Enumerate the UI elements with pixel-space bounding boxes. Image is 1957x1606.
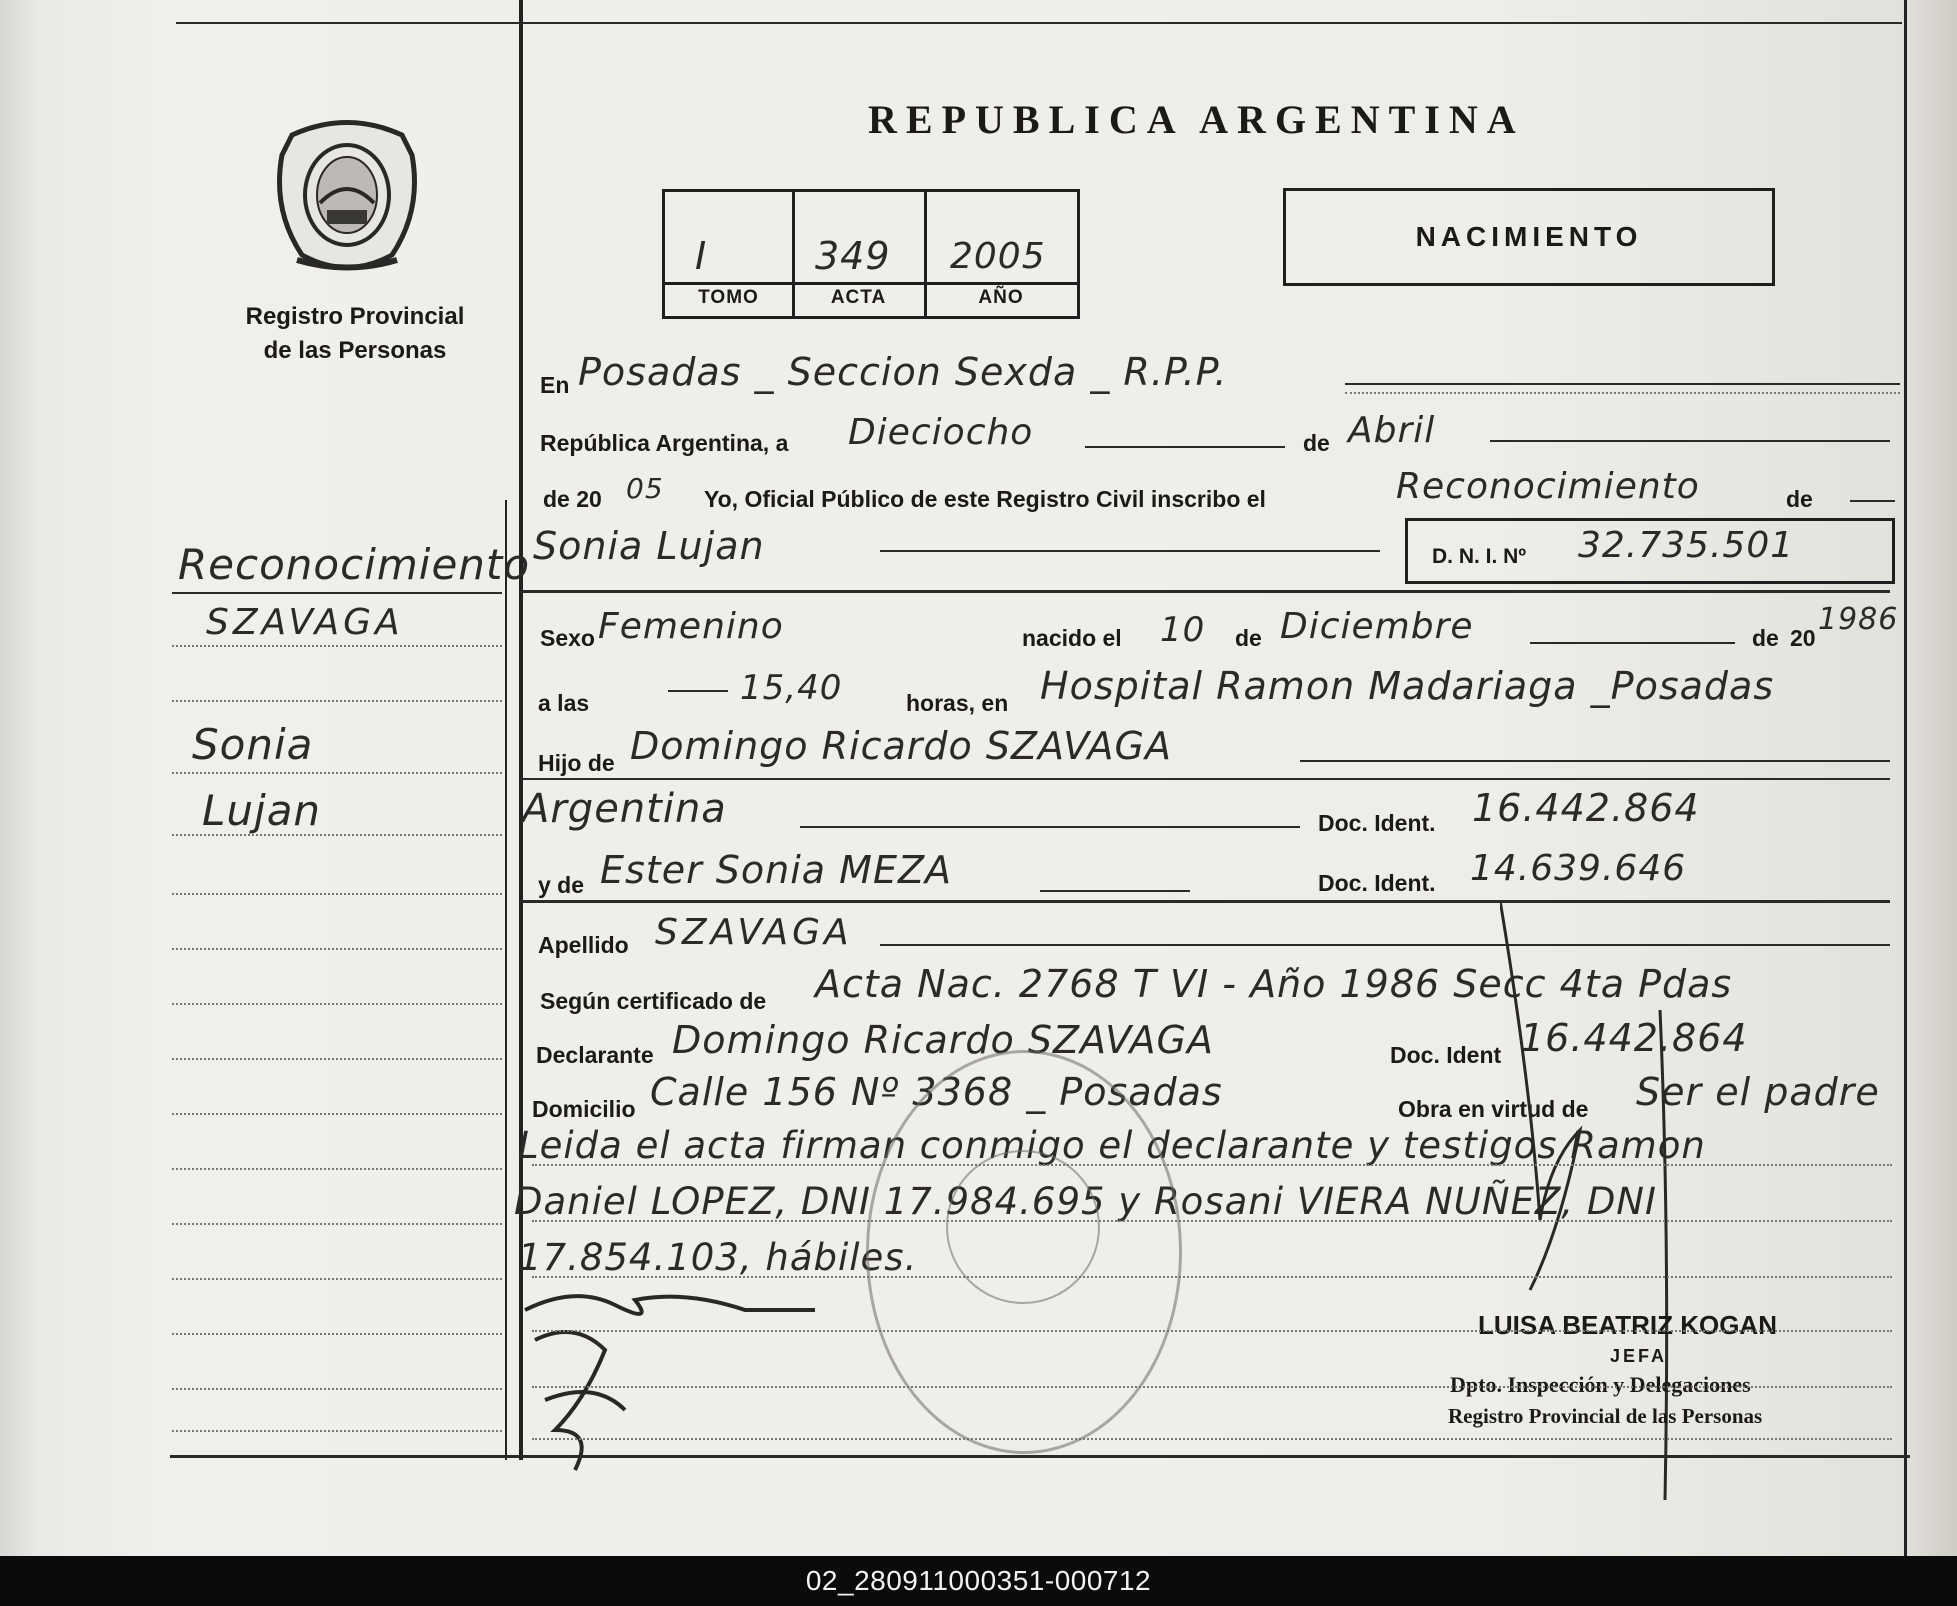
acta-value: 349 — [815, 234, 891, 278]
obs-dotted-line — [532, 1164, 1892, 1166]
margin-dotted-line — [172, 1223, 502, 1225]
label-doc-ident: Doc. Ident. — [1318, 810, 1436, 836]
label-de-nac: de — [1235, 625, 1262, 651]
year-value: 05 — [626, 472, 664, 505]
birth-month-value: Diciembre — [1280, 606, 1474, 647]
record-number-box — [662, 189, 1080, 319]
label-dni: D. N. I. Nº — [1432, 545, 1527, 568]
registry-line-1: Registro Provincial — [245, 303, 465, 330]
father-doc-value: 16.442.864 — [1472, 786, 1700, 830]
margin-dotted-line — [172, 1058, 502, 1060]
dotted-line — [1345, 392, 1900, 394]
anio-label: AÑO — [978, 287, 1024, 308]
fill-line — [1490, 440, 1890, 442]
province-seal-logo — [272, 115, 422, 275]
declarant-name: Domingo Ricardo SZAVAGA — [672, 1018, 1214, 1062]
person-name: Sonia Lujan — [533, 524, 765, 568]
registry-name — [210, 300, 500, 368]
margin-dotted-line — [172, 1168, 502, 1170]
tomo-value: I — [695, 234, 708, 278]
sex-value: Femenino — [598, 606, 784, 647]
fill-line — [880, 550, 1380, 552]
margin-dotted-line — [172, 834, 502, 836]
father-name: Domingo Ricardo SZAVAGA — [630, 724, 1172, 768]
fill-line — [1040, 890, 1190, 892]
footer-bar — [0, 1556, 1957, 1606]
label-a-las: a las — [538, 690, 590, 716]
month-value: Abril — [1348, 410, 1436, 451]
day-value: Dieciocho — [848, 412, 1034, 453]
label-domicilio: Domicilio — [532, 1096, 636, 1122]
mother-doc-value: 14.639.646 — [1470, 848, 1687, 889]
margin-note-act: Reconocimiento — [178, 540, 531, 589]
label-obra: Obra en virtud de — [1398, 1096, 1589, 1122]
fill-line — [1850, 500, 1895, 502]
declarant-doc-value: 16.442.864 — [1520, 1016, 1748, 1060]
margin-dotted-line — [172, 1333, 502, 1335]
margin-divider — [505, 500, 507, 1460]
fill-line — [1085, 446, 1285, 448]
obs-dotted-line — [532, 1276, 1892, 1278]
official-title: JEFA — [1610, 1346, 1668, 1366]
margin-dotted-line — [172, 1430, 502, 1432]
official-org: Registro Provincial de las Personas — [1448, 1404, 1763, 1428]
label-republica: República Argentina, a — [540, 430, 789, 456]
margin-dotted-line — [172, 1113, 502, 1115]
declarant-signature — [515, 1280, 835, 1480]
label-nacido: nacido el — [1022, 625, 1122, 651]
label-declarante: Declarante — [536, 1042, 654, 1068]
obs-dotted-line — [532, 1220, 1892, 1222]
fill-line — [800, 826, 1300, 828]
official-name: LUISA BEATRIZ KOGAN — [1478, 1310, 1777, 1340]
label-de-acto: de — [1786, 486, 1813, 512]
label-horas: horas, en — [906, 690, 1009, 716]
fill-line — [1345, 383, 1900, 385]
margin-dotted-line — [172, 1003, 502, 1005]
fill-line — [880, 944, 1890, 946]
top-rule — [176, 22, 1902, 24]
father-nationality: Argentina — [522, 786, 727, 832]
label-year-prefix: 20 — [1790, 625, 1816, 651]
birth-day-value: 10 — [1160, 610, 1206, 650]
birth-place-value: Hospital Ramon Madariaga _Posadas — [1040, 664, 1775, 708]
surname-value: SZAVAGA — [655, 912, 853, 953]
virtue-value: Ser el padre — [1636, 1070, 1880, 1114]
tomo-label: TOMO — [698, 287, 759, 308]
observation-line-3: 17.854.103, hábiles. — [518, 1236, 918, 1279]
margin-dotted-line — [172, 645, 502, 647]
document-id: 02_280911000351-000712 — [805, 1565, 1152, 1596]
obs-dotted-line — [532, 1330, 1892, 1332]
dni-value: 32.735.501 — [1578, 525, 1795, 566]
label-doc-ident-2: Doc. Ident. — [1318, 870, 1436, 896]
registry-line-2: de las Personas — [263, 337, 447, 364]
margin-dotted-line — [172, 948, 502, 950]
hour-value: 15,40 — [740, 668, 843, 708]
official-stamp-inner — [946, 1150, 1100, 1304]
official-dept: Dpto. Inspección y Delegaciones — [1450, 1372, 1751, 1397]
section-rule — [520, 778, 1890, 780]
page-right-border — [1904, 0, 1907, 1556]
label-sexo: Sexo — [540, 625, 595, 651]
label-segun: Según certificado de — [540, 988, 767, 1014]
margin-dotted-line — [172, 700, 502, 702]
margin-rule — [172, 592, 502, 594]
act-value: Reconocimiento — [1396, 466, 1700, 507]
address-value: Calle 156 Nº 3368 _ Posadas — [650, 1070, 1223, 1114]
document-type-box — [1283, 188, 1775, 286]
fill-line — [1530, 642, 1735, 644]
birth-year-value: 1986 — [1818, 602, 1899, 637]
anio-value: 2005 — [950, 236, 1046, 277]
label-de-mes: de — [1303, 430, 1330, 456]
margin-note-name1: Sonia — [192, 720, 314, 769]
label-hijo-de: Hijo de — [538, 750, 615, 776]
mother-name: Ester Sonia MEZA — [600, 848, 952, 892]
place-value: Posadas _ Seccion Sexda _ R.P.P. — [578, 350, 1228, 394]
margin-note-name2: Lujan — [202, 786, 322, 835]
obs-dotted-line — [532, 1438, 1892, 1440]
fill-line — [668, 690, 728, 692]
label-y-de: y de — [538, 872, 585, 898]
dni-box — [1405, 518, 1895, 584]
label-en: En — [540, 372, 570, 398]
document-type: NACIMIENTO — [1415, 221, 1643, 252]
certificate-value: Acta Nac. 2768 T VI - Año 1986 Secc 4ta Pdas — [815, 962, 1733, 1006]
obs-dotted-line — [532, 1386, 1892, 1388]
margin-note-surname: SZAVAGA — [206, 602, 404, 643]
margin-dotted-line — [172, 893, 502, 895]
acta-label: ACTA — [830, 287, 887, 308]
label-yo-oficial: Yo, Oficial Público de este Registro Civil inscribo el — [704, 486, 1266, 512]
margin-dotted-line — [172, 1388, 502, 1390]
section-rule — [520, 590, 1890, 593]
observation-line-1: Leida el acta firman conmigo el declarante y testigos Ramon — [518, 1124, 1706, 1167]
label-doc-ident-3: Doc. Ident — [1390, 1042, 1502, 1068]
observation-line-2: Daniel LOPEZ, DNI 17.984.695 y Rosani VIERA NUÑEZ, DNI — [514, 1180, 1657, 1223]
label-apellido: Apellido — [538, 932, 629, 958]
label-de-20: de 20 — [543, 486, 602, 512]
label-de-year: de — [1752, 625, 1779, 651]
margin-dotted-line — [172, 772, 502, 774]
country-title: REPUBLICA ARGENTINA — [868, 97, 1525, 142]
margin-dotted-line — [172, 1278, 502, 1280]
fill-line — [1300, 760, 1890, 762]
